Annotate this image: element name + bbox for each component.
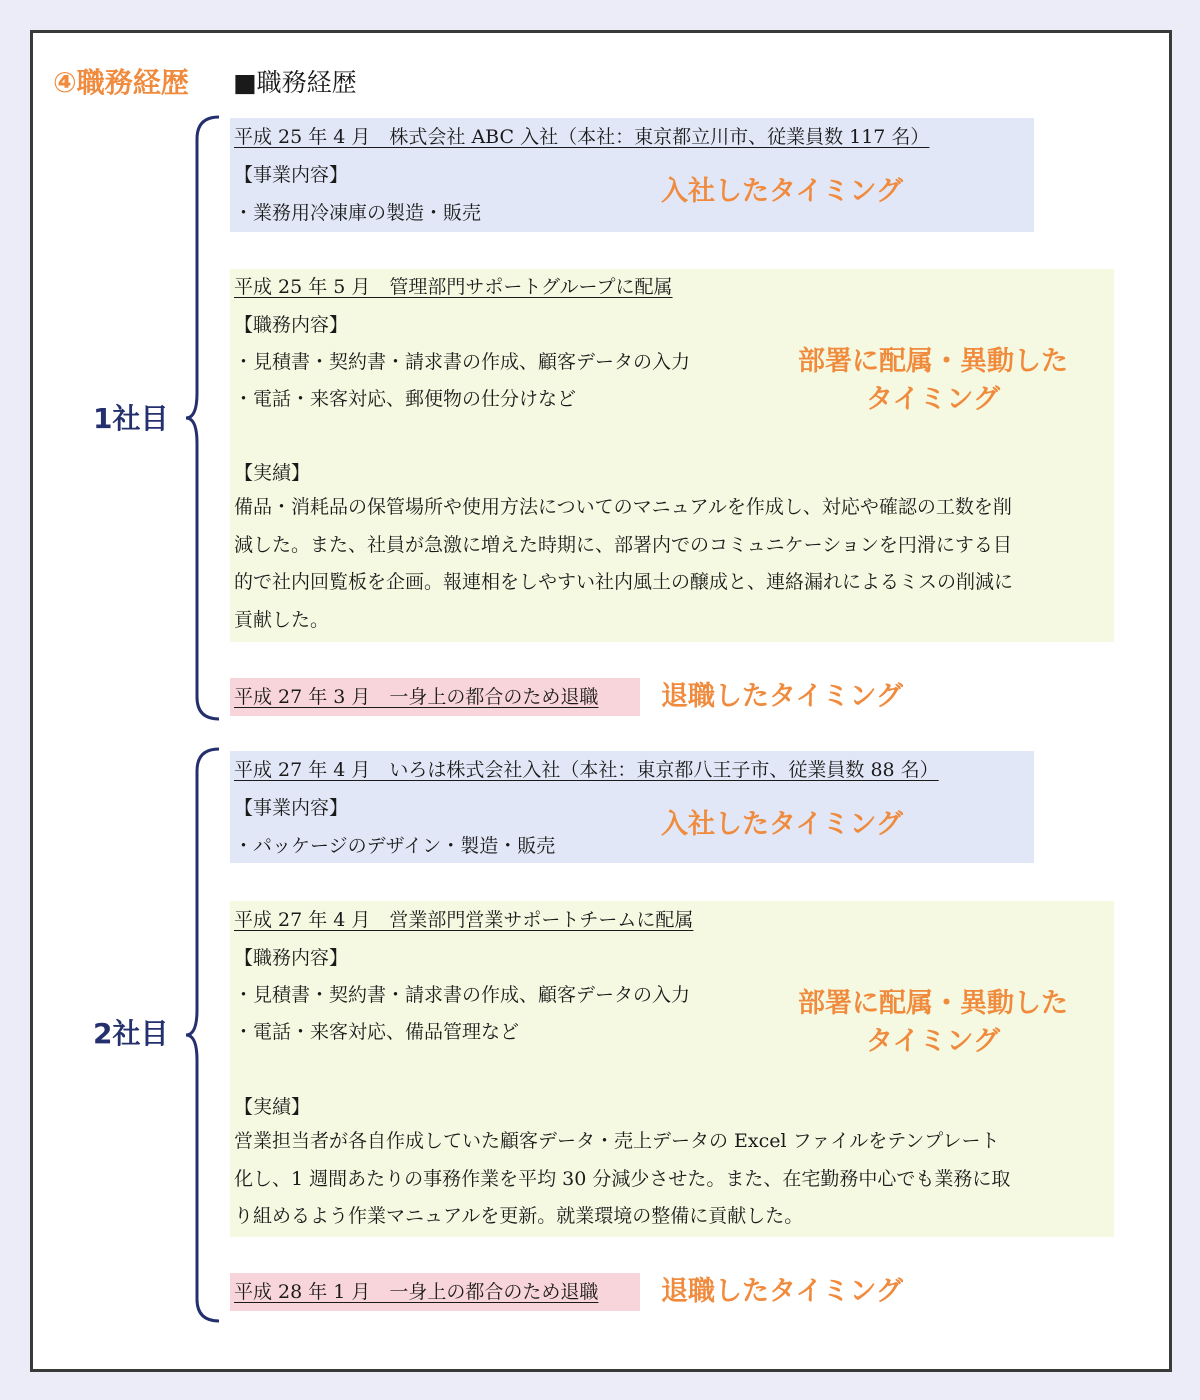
duty-item: ・見積書・契約書・請求書の作成、顧客データの入力 (234, 351, 691, 373)
duty-item: ・電話・来客対応、郵便物の仕分けなど (234, 388, 577, 410)
join-date-line: 平成 25 年 4 月 株式会社 ABC 入社（本社：東京都立川市、従業員数 117 名） (234, 126, 930, 148)
company-label: 2社目 (93, 1017, 169, 1050)
assignment-annotation-line2: タイミング (866, 384, 1000, 415)
section-heading: ■職務経歴 (233, 68, 357, 97)
leave-date-line: 平成 27 年 3 月 一身上の都合のため退職 (234, 686, 599, 708)
results-heading: 【実績】 (234, 1096, 311, 1118)
leave-annotation: 退職したタイミング (661, 1276, 903, 1307)
assignment-date-line: 平成 27 年 4 月 営業部門営業サポートチームに配属 (234, 909, 694, 931)
assignment-annotation-line1: 部署に配属・異動した (798, 346, 1068, 377)
leave-annotation: 退職したタイミング (661, 681, 903, 712)
results-text (234, 1123, 1110, 1236)
duty-heading: 【職務内容】 (234, 947, 349, 969)
document-frame (30, 30, 1172, 1372)
assignment-date-line: 平成 25 年 5 月 管理部門サポートグループに配属 (234, 276, 673, 298)
section-title: ④職務経歴 (53, 66, 189, 99)
results-line: 減した。また、社員が急激に増えた時期に、部署内でのコミュニケーションを円滑にする目 (234, 533, 1012, 556)
duty-item: ・見積書・契約書・請求書の作成、顧客データの入力 (234, 984, 691, 1006)
brace-company-1 (183, 113, 223, 723)
results-line: 化し、1 週間あたりの事務作業を平均 30 分減少させた。また、在宅勤務中心でも業務に取 (234, 1167, 1011, 1190)
results-text (234, 489, 1110, 639)
results-line: り組めるよう作業マニュアルを更新。就業環境の整備に貢献した。 (234, 1205, 804, 1227)
duty-item: ・電話・来客対応、備品管理など (234, 1021, 520, 1043)
leave-date-line: 平成 28 年 1 月 一身上の都合のため退職 (234, 1281, 599, 1303)
business-item: ・業務用冷凍庫の製造・販売 (234, 202, 482, 224)
results-line: 備品・消耗品の保管場所や使用方法についてのマニュアルを作成し、対応や確認の工数を削 (234, 496, 1012, 518)
results-heading: 【実績】 (234, 462, 311, 484)
join-annotation: 入社したタイミング (661, 809, 903, 840)
business-item: ・パッケージのデザイン・製造・販売 (234, 835, 556, 857)
join-date-line: 平成 27 年 4 月 いろは株式会社入社（本社：東京都八王子市、従業員数 88 名） (234, 759, 939, 781)
duty-heading: 【職務内容】 (234, 314, 349, 336)
business-heading: 【事業内容】 (234, 164, 349, 186)
company-label: 1社目 (93, 402, 169, 435)
assignment-annotation-line2: タイミング (866, 1026, 1000, 1057)
results-line: 貢献した。 (234, 608, 330, 631)
brace-company-2 (183, 745, 223, 1325)
assignment-annotation-line1: 部署に配属・異動した (798, 988, 1068, 1019)
results-line: 的で社内回覧板を企画。報連相をしやすい社内風土の醸成と、連絡漏れによるミスの削減に (234, 571, 1014, 593)
join-annotation: 入社したタイミング (661, 176, 903, 207)
results-line: 営業担当者が各自作成していた顧客データ・売上データの Excel ファイルをテンプレート (234, 1130, 1000, 1152)
business-heading: 【事業内容】 (234, 797, 349, 819)
